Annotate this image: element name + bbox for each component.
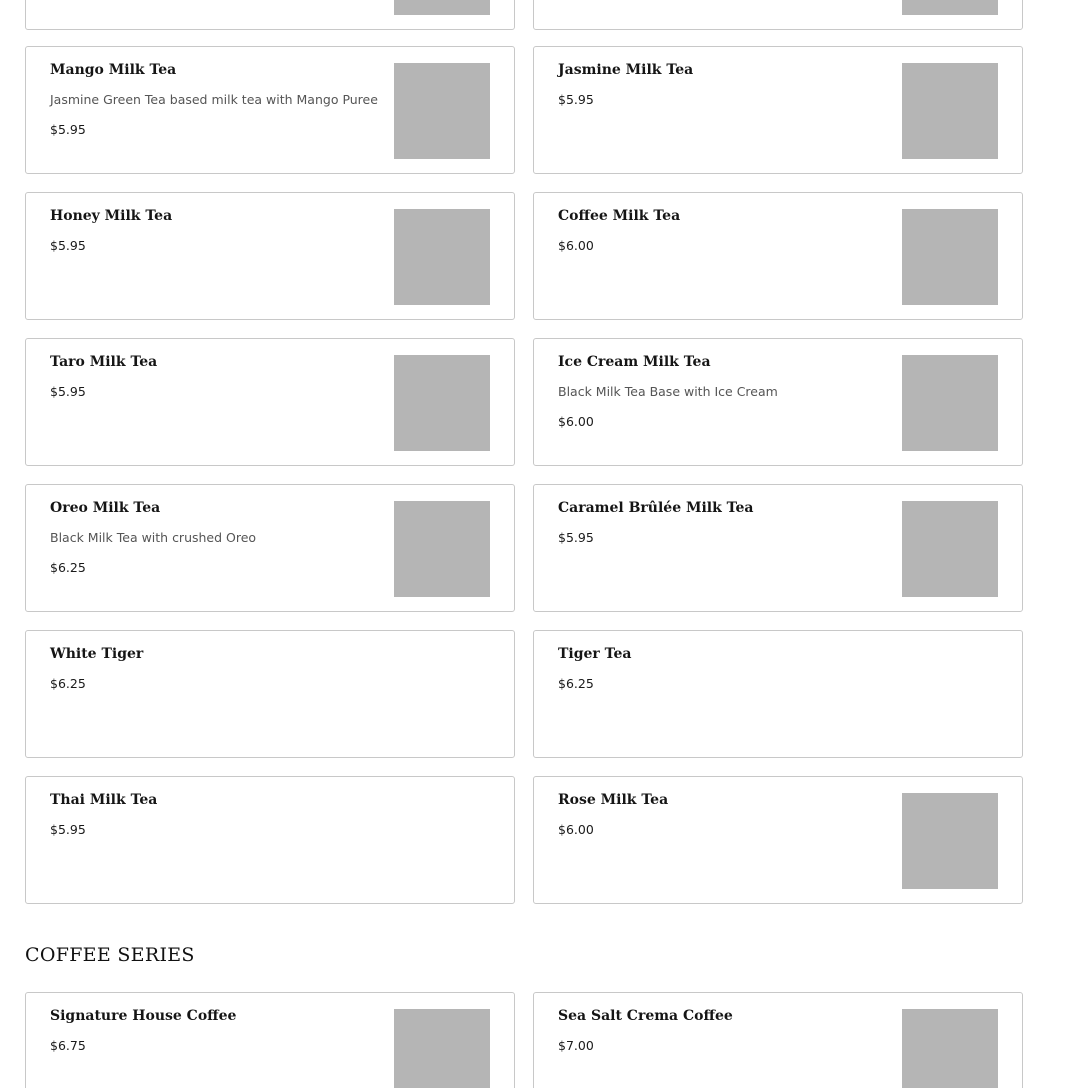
item-name: Ice Cream Milk Tea	[558, 354, 711, 370]
item-price: $7.00	[558, 1038, 594, 1053]
item-price: $6.00	[558, 414, 594, 429]
item-price: $5.95	[558, 530, 594, 545]
menu-item-mango-milk-tea[interactable]	[25, 46, 515, 174]
item-image	[902, 0, 998, 15]
item-price: $6.25	[50, 560, 86, 575]
item-name: Coffee Milk Tea	[558, 208, 681, 224]
item-name: Sea Salt Crema Coffee	[558, 1008, 733, 1024]
item-description: Black Milk Tea Base with Ice Cream	[558, 384, 778, 399]
menu-item-sea-salt-crema-coffee[interactable]	[533, 992, 1023, 1088]
item-name: Caramel Brûlée Milk Tea	[558, 500, 754, 516]
menu-item-oreo-milk-tea[interactable]	[25, 484, 515, 612]
menu-item-thai-milk-tea[interactable]	[25, 776, 515, 904]
menu-item-coffee-milk-tea[interactable]	[533, 192, 1023, 320]
item-name: Tiger Tea	[558, 646, 632, 662]
item-image	[394, 1009, 490, 1088]
item-name: Rose Milk Tea	[558, 792, 669, 808]
menu-item-ice-cream-milk-tea[interactable]	[533, 338, 1023, 466]
item-image	[394, 63, 490, 159]
item-name: White Tiger	[50, 646, 144, 662]
menu-item-white-tiger[interactable]	[25, 630, 515, 758]
item-name: Thai Milk Tea	[50, 792, 158, 808]
menu-item-honey-milk-tea[interactable]	[25, 192, 515, 320]
item-image	[902, 209, 998, 305]
menu-item-taro-milk-tea[interactable]	[25, 338, 515, 466]
menu-item-rose-milk-tea[interactable]	[533, 776, 1023, 904]
item-image	[902, 1009, 998, 1088]
item-price: $6.25	[558, 676, 594, 691]
item-name: Honey Milk Tea	[50, 208, 173, 224]
item-image	[394, 209, 490, 305]
item-description: Black Milk Tea with crushed Oreo	[50, 530, 257, 545]
item-price: $5.95	[50, 122, 86, 137]
item-price: $6.00	[558, 238, 594, 253]
item-image	[902, 501, 998, 597]
item-image	[902, 63, 998, 159]
item-image	[394, 0, 490, 15]
item-name: Jasmine Milk Tea	[558, 62, 694, 78]
item-price: $6.75	[50, 1038, 86, 1053]
menu-item-caramel-brulee-milk-tea[interactable]	[533, 484, 1023, 612]
menu-item-tiger-tea[interactable]	[533, 630, 1023, 758]
item-name: Signature House Coffee	[50, 1008, 237, 1024]
menu-item-card[interactable]	[25, 0, 515, 30]
item-name: Taro Milk Tea	[50, 354, 158, 370]
item-price: $5.95	[558, 92, 594, 107]
item-price: $6.25	[50, 676, 86, 691]
item-image	[394, 501, 490, 597]
item-name: Oreo Milk Tea	[50, 500, 161, 516]
item-price: $6.00	[558, 822, 594, 837]
menu-item-signature-house-coffee[interactable]	[25, 992, 515, 1088]
menu-item-card[interactable]	[533, 0, 1023, 30]
item-price: $5.95	[50, 238, 86, 253]
item-name: Mango Milk Tea	[50, 62, 177, 78]
item-image	[394, 355, 490, 451]
item-price: $5.95	[50, 384, 86, 399]
section-title-coffee-series: COFFEE SERIES	[25, 944, 195, 966]
item-price: $5.95	[50, 822, 86, 837]
item-description: Jasmine Green Tea based milk tea with Mango Puree	[50, 92, 378, 107]
item-image	[902, 355, 998, 451]
menu-item-jasmine-milk-tea[interactable]	[533, 46, 1023, 174]
item-image	[902, 793, 998, 889]
